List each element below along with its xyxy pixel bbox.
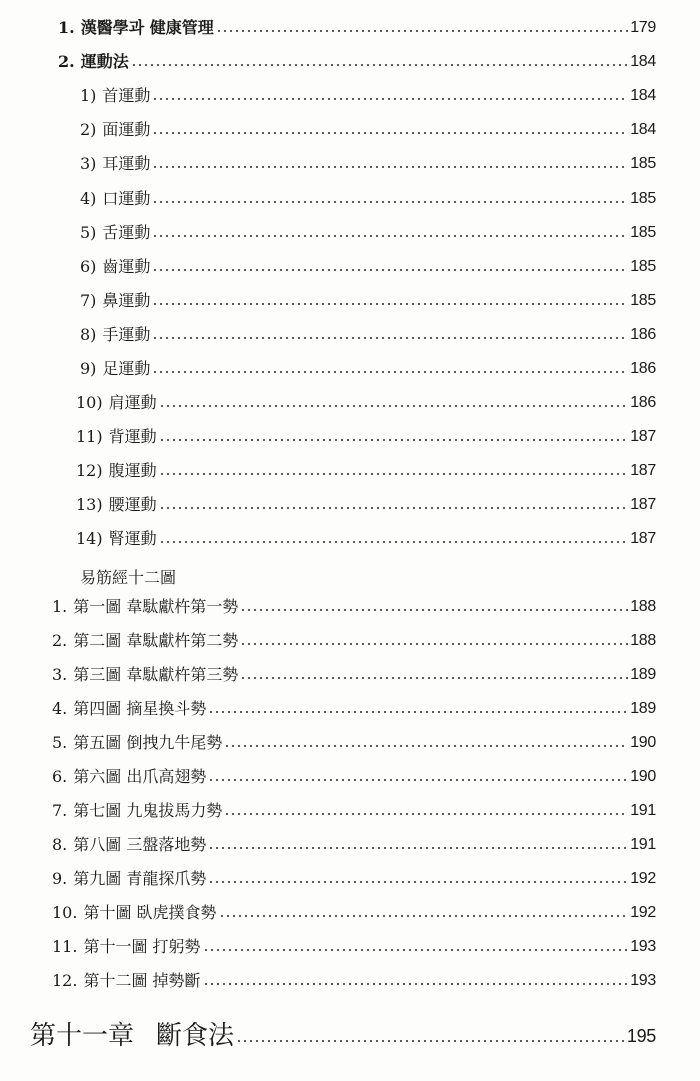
entry-number: 2) [80,120,97,139]
entry-title: 背運動 [108,427,157,446]
entry-title: 腹運動 [108,461,157,480]
entry-title: 第六圖 出爪高翅勢 [73,767,207,786]
entry-title: 耳運動 [102,154,151,173]
entry-title: 齒運動 [102,257,151,276]
entry-page-number: 187 [630,462,656,479]
dot-leader [240,643,628,645]
entry-number: 11) [76,427,103,446]
dot-leader [152,201,628,203]
toc-entry [80,81,656,111]
toc-entry [52,626,656,656]
dot-leader [240,677,628,679]
dot-leader [240,609,628,611]
dot-leader [224,813,628,815]
entry-page-number: 187 [630,530,656,547]
entry-number: 4) [80,189,97,208]
entry-page-number: 191 [630,836,656,853]
entry-title: 第七圖 九鬼拔馬力勢 [73,801,223,820]
entry-page-number: 188 [630,598,656,615]
toc-entry [80,184,656,214]
entry-title: 首運動 [102,86,151,105]
entry-title: 面運動 [102,120,151,139]
entry-number: 9. [52,869,68,888]
toc-entry [52,694,656,724]
dot-leader [208,711,628,713]
dot-leader [152,98,628,100]
dot-leader [152,132,628,134]
entry-page-number: 187 [630,428,656,445]
dot-leader [131,64,628,66]
entry-number: 12) [76,461,103,480]
entry-page-number: 190 [630,734,656,751]
entry-number: 1. [52,597,68,616]
toc-entry [80,286,656,316]
entry-page-number: 189 [630,700,656,717]
entry-number: 6) [80,257,97,276]
chapter-page-number: 195 [626,1026,656,1046]
toc-entry [80,218,656,248]
entry-number: 7. [52,801,68,820]
toc-entry [52,966,656,996]
entry-page-number: 179 [630,19,656,36]
toc-entry [52,762,656,792]
entry-page-number: 185 [630,292,656,309]
entry-page-number: 190 [630,768,656,785]
entry-title: 腎運動 [108,529,157,548]
entry-title: 舌運動 [102,223,151,242]
dot-leader [203,949,629,951]
toc-entry [76,388,656,418]
chapter-number: 第十一章 [30,1021,135,1051]
dot-leader [216,30,628,32]
entry-page-number: 192 [630,870,656,887]
entry-title: 第八圖 三盤落地勢 [73,835,207,854]
entry-title: 第十二圖 掉勢斷 [83,971,201,990]
toc-entry [52,728,656,758]
entry-number: 14) [76,529,103,548]
toc-entry [76,456,656,486]
entry-number: 1) [80,86,97,105]
entry-number: 3) [80,154,97,173]
entry-page-number: 191 [630,802,656,819]
entry-number: 8. [52,835,68,854]
entry-title: 足運動 [102,359,151,378]
toc-entry [52,796,656,826]
entry-number: 4. [52,699,68,718]
entry-page-number: 184 [630,87,656,104]
entry-title: 肩運動 [108,393,157,412]
entry-page-number: 186 [630,360,656,377]
entry-page-number: 188 [630,632,656,649]
entry-title: 口運動 [102,189,151,208]
entry-page-number: 185 [630,258,656,275]
toc-entry [80,354,656,384]
toc-entry [80,252,656,282]
toc-entry [80,320,656,350]
entry-title: 漢醫學과 健康管理 [80,18,214,37]
entry-title: 第十一圖 打躬勢 [83,937,201,956]
entry-title: 第十圖 臥虎撲食勢 [83,903,217,922]
dot-leader [152,371,628,373]
entry-number: 5. [52,733,68,752]
entry-number: 8) [80,325,97,344]
toc-entry [76,490,656,520]
entry-page-number: 186 [630,326,656,343]
entry-number: 13) [76,495,103,514]
entry-number: 12. [52,971,78,990]
chapter-title: 斷食法 [156,1021,235,1051]
dot-leader [152,166,628,168]
entry-page-number: 184 [630,53,656,70]
toc-entry [58,13,656,43]
dot-leader [152,235,628,237]
dot-leader [219,915,629,917]
toc-entry [58,47,656,77]
entry-title: 第五圖 倒拽九牛尾勢 [73,733,223,752]
toc-entry [80,149,656,179]
entry-page-number: 184 [630,121,656,138]
toc-entry [52,660,656,690]
dot-leader [236,1040,625,1042]
dot-leader [159,405,629,407]
entry-page-number: 187 [630,496,656,513]
toc-entry [52,830,656,860]
entry-title: 鼻運動 [102,291,151,310]
chapter-entry [30,1016,656,1056]
entry-page-number: 185 [630,190,656,207]
entry-page-number: 193 [630,938,656,955]
entry-number: 1. [58,18,75,37]
dot-leader [208,779,628,781]
entry-number: 9) [80,359,97,378]
entry-title: 第二圖 韋駄獻杵第二勢 [73,631,239,650]
entry-page-number: 189 [630,666,656,683]
dot-leader [159,541,629,543]
section-heading: 易筋經十二圖 [80,568,177,587]
dot-leader [152,303,628,305]
entry-title: 手運動 [102,325,151,344]
entry-page-number: 185 [630,224,656,241]
entry-number: 10) [76,393,103,412]
dot-leader [208,881,628,883]
entry-page-number: 186 [630,394,656,411]
dot-leader [208,847,628,849]
entry-number: 11. [52,937,78,956]
entry-number: 6. [52,767,68,786]
toc-entry [80,115,656,145]
toc-entry [76,524,656,554]
entry-title: 腰運動 [108,495,157,514]
dot-leader [203,983,629,985]
dot-leader [152,269,628,271]
dot-leader [159,439,629,441]
toc-entry [52,592,656,622]
dot-leader [159,473,629,475]
dot-leader [159,507,629,509]
entry-title: 第九圖 青龍探爪勢 [73,869,207,888]
entry-number: 2. [58,52,75,71]
entry-title: 第三圖 韋駄獻杵第三勢 [73,665,239,684]
entry-title: 第一圖 韋駄獻杵第一勢 [73,597,239,616]
entry-title: 運動法 [80,52,129,71]
dot-leader [152,337,628,339]
toc-entry [52,932,656,962]
dot-leader [224,745,628,747]
entry-title: 第四圖 摘星換斗勢 [73,699,207,718]
entry-page-number: 185 [630,155,656,172]
entry-number: 5) [80,223,97,242]
toc-entry [52,864,656,894]
entry-number: 2. [52,631,68,650]
toc-entry [52,898,656,928]
entry-number: 7) [80,291,97,310]
entry-page-number: 192 [630,904,656,921]
entry-number: 10. [52,903,78,922]
entry-number: 3. [52,665,68,684]
entry-page-number: 193 [630,972,656,989]
toc-entry [76,422,656,452]
